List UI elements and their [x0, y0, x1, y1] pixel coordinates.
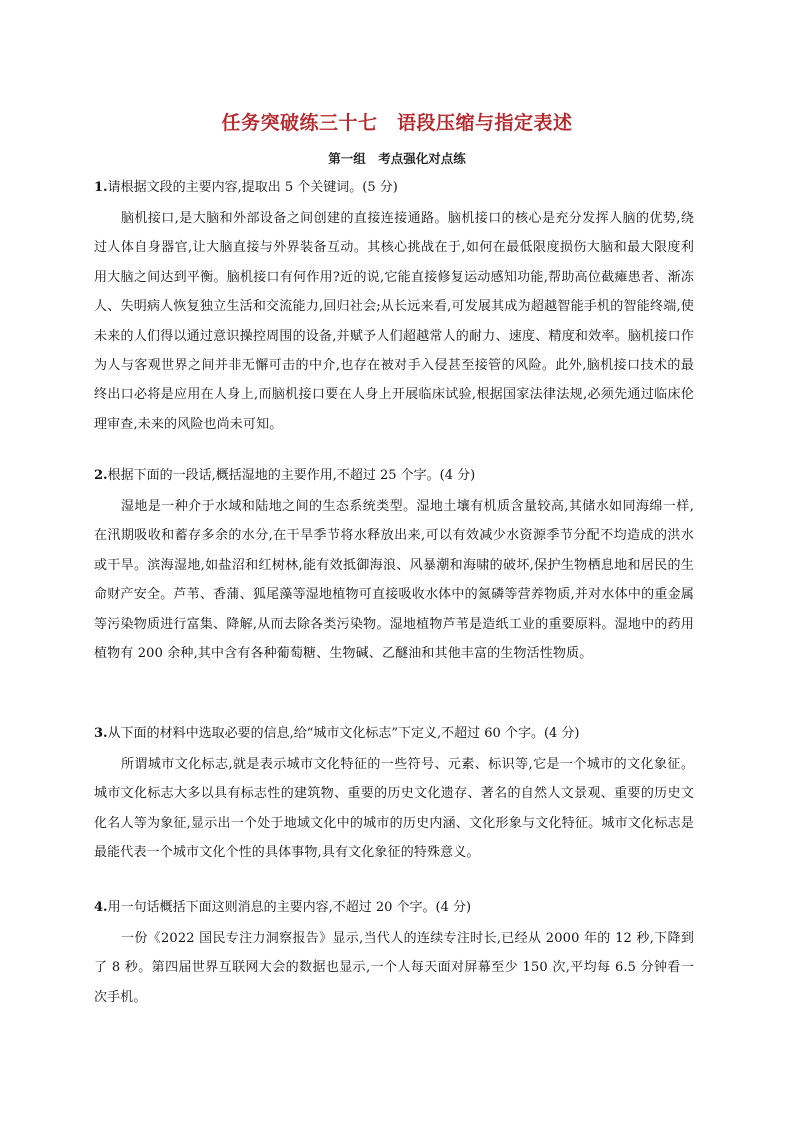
question-prompt	[94, 466, 694, 486]
question-4	[94, 898, 694, 1012]
question-passage: 所谓城市文化标志,就是表示城市文化特征的一些符号、元素、标识等,它是一个城市的文化象征。城市文化标志大多以具有标志性的建筑物、重要的历史文化遗存、著名的自然人文景观、重要的历史文化名人等为象征,显示出一个处于地域文化中的城市的历史内涵、文化形象与文化特征。城市文化标志是最能代表一个城市文化个性的具体事物,具有文化象征的特殊意义。	[94, 757, 694, 861]
question-1	[94, 178, 694, 439]
question-passage: 一份《2022 国民专注力洞察报告》显示,当代人的连续专注时长,已经从 2000 年的 12 秒,下降到了 8 秒。第四届世界互联网大会的数据也显示,一个人每天面对屏幕至少 150 次,平均每 6.5 分钟看一次手机。	[94, 931, 694, 1005]
question-number: 3.	[94, 726, 108, 741]
question-prompt	[94, 898, 694, 918]
question-2	[94, 466, 694, 668]
question-prompt-text: 用一句话概括下面这则消息的主要内容,不超过 20 个字。(4 分)	[107, 900, 472, 915]
question-prompt	[94, 178, 694, 198]
section-subtitle: 第一组 考点强化对点练	[328, 151, 466, 166]
page-title: 任务突破练三十七 语段压缩与指定表述	[221, 112, 573, 134]
question-prompt-text: 请根据文段的主要内容,提取出 5 个关键词。(5 分)	[107, 180, 398, 195]
question-passage: 脑机接口,是大脑和外部设备之间创建的直接连接通路。脑机接口的核心是充分发挥人脑的优势,绕过人体自身器官,让大脑直接与外界装备互动。其核心挑战在于,如何在最低限度损伤大脑和最大限度利用大脑之间达到平衡。脑机接口有何作用?近的说,它能直接修复运动感知功能,帮助高位截瘫患者、渐冻人、失明病人恢复独立生活和交流能力,回归社会;从长远来看,可发展其成为超越智能手机的智能终端,使未来的人们得以通过意识操控周围的设备,并赋予人们超越常人的耐力、速度、精度和效率。脑机接口作为人与客观世界之间并非无懈可击的中介,也存在被对手入侵甚至接管的风险。此外,脑机接口技术的最终出口必将是应用在人身上,而脑机接口要在人身上开展临床试验,根据国家法律法规,必须先通过临床伦理审查,未来的风险也尚未可知。	[94, 211, 694, 432]
question-number: 1.	[94, 180, 108, 195]
question-prompt-text: 从下面的材料中选取必要的信息,给“城市文化标志”下定义,不超过 60 个字。(4 分)	[107, 726, 580, 741]
question-prompt-text: 根据下面的一段话,概括湿地的主要作用,不超过 25 个字。(4 分)	[107, 468, 476, 483]
question-prompt	[94, 724, 694, 744]
question-number: 4.	[94, 900, 108, 915]
question-number: 2.	[94, 468, 108, 483]
question-passage: 湿地是一种介于水域和陆地之间的生态系统类型。湿地土壤有机质含量较高,其储水如同海绵一样,在汛期吸收和蓄存多余的水分,在干旱季节将水释放出来,可以有效减少水资源季节分配不均造成的洪水或干旱。滨海湿地,如盐沼和红树林,能有效抵御海浪、风暴潮和海啸的破坏,保护生物栖息地和居民的生命财产安全。芦苇、香蒲、狐尾藻等湿地植物可直接吸收水体中的氮磷等营养物质,并对水体中的重金属等污染物质进行富集、降解,从而去除各类污染物。湿地植物芦苇是造纸工业的重要原料。湿地中的药用植物有 200 余种,其中含有各种葡萄糖、生物碱、乙醚油和其他丰富的生物活性物质。	[94, 499, 694, 662]
question-3	[94, 724, 694, 868]
